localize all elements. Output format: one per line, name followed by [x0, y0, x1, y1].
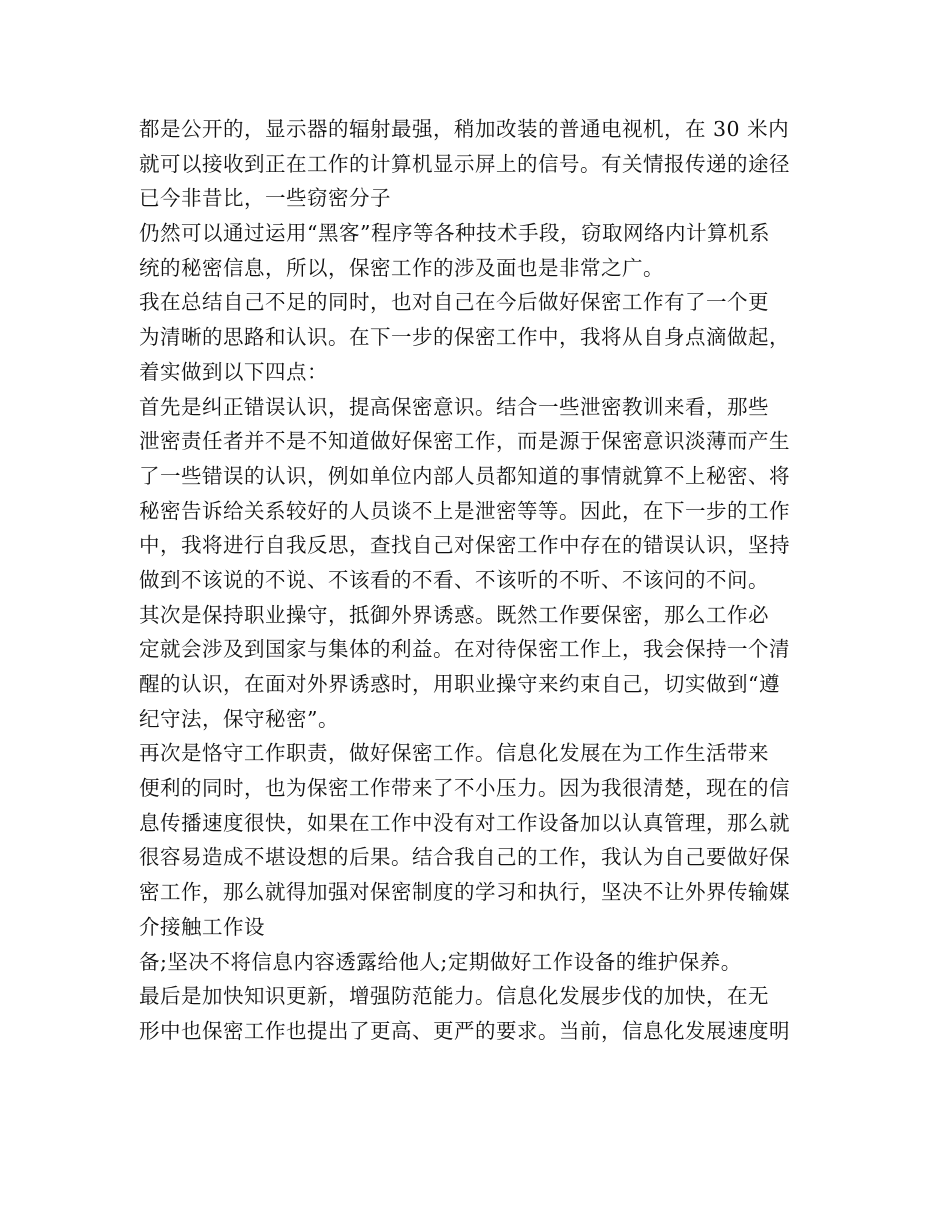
text-line: 很容易造成不堪设想的后果。结合我自己的工作，我认为自己要做好保: [139, 845, 790, 870]
text-line: 醒的认识，在面对外界诱惑时，用职业操守来约束自己，切实做到“遵: [139, 672, 780, 696]
text-line: 着实做到以下四点：: [139, 359, 328, 384]
text-line: 定就会涉及到国家与集体的利益。在对待保密工作上，我会保持一个清: [139, 637, 790, 662]
text-line: 息传播速度很快，如果在工作中没有对工作设备加以认真管理，那么就: [139, 810, 790, 835]
text-line: 已今非昔比，一些窃密分子: [139, 186, 391, 211]
body-text: [139, 112, 814, 1049]
text-line: 仍然可以通过运用“黑客”程序等各种技术手段，窃取网络内计算机系: [139, 221, 770, 246]
text-line: 形中也保密工作也提出了更高、更严的要求。当前，信息化发展速度明: [139, 1018, 790, 1043]
text-line: 介接触工作设: [139, 914, 265, 939]
text-line: 做到不该说的不说、不该看的不看、不该听的不听、不该问的不问。: [139, 567, 769, 592]
text-line: 备;坚决不将信息内容透露给他人;定期做好工作设备的维护保养。: [139, 949, 742, 974]
text-line: 再次是恪守工作职责，做好保密工作。信息化发展在为工作生活带来: [139, 741, 769, 766]
text-line: 都是公开的，显示器的辐射最强，稍加改装的普通电视机，在 30 米内: [139, 117, 790, 141]
text-line: 秘密告诉给关系较好的人员谈不上是泄密等等。因此，在下一步的工作: [139, 498, 790, 523]
text-line: 统的秘密信息，所以，保密工作的涉及面也是非常之广。: [139, 255, 664, 280]
text-line: 密工作，那么就得加强对保密制度的学习和执行，坚决不让外界传输媒: [139, 880, 790, 905]
text-line: 我在总结自己不足的同时，也对自己在今后做好保密工作有了一个更: [139, 290, 769, 315]
text-line: 纪守法，保守秘密”。: [139, 706, 339, 731]
text-line: 最后是加快知识更新，增强防范能力。信息化发展步伐的加快，在无: [139, 984, 769, 1009]
text-line: 便利的同时，也为保密工作带来了不小压力。因为我很清楚，现在的信: [139, 776, 790, 801]
text-line: 了一些错误的认识，例如单位内部人员都知道的事情就算不上秘密、将: [139, 463, 790, 488]
text-line: 泄密责任者并不是不知道做好保密工作，而是源于保密意识淡薄而产生: [139, 429, 790, 454]
text-line: 其次是保持职业操守，抵御外界诱惑。既然工作要保密，那么工作必: [139, 602, 769, 627]
text-line: 为清晰的思路和认识。在下一步的保密工作中，我将从自身点滴做起，: [139, 325, 790, 350]
text-line: 中，我将进行自我反思，查找自己对保密工作中存在的错误认识，坚持: [139, 533, 790, 558]
text-line: 首先是纠正错误认识，提高保密意识。结合一些泄密教训来看，那些: [139, 394, 769, 419]
text-line: 就可以接收到正在工作的计算机显示屏上的信号。有关情报传递的途径: [139, 151, 790, 176]
